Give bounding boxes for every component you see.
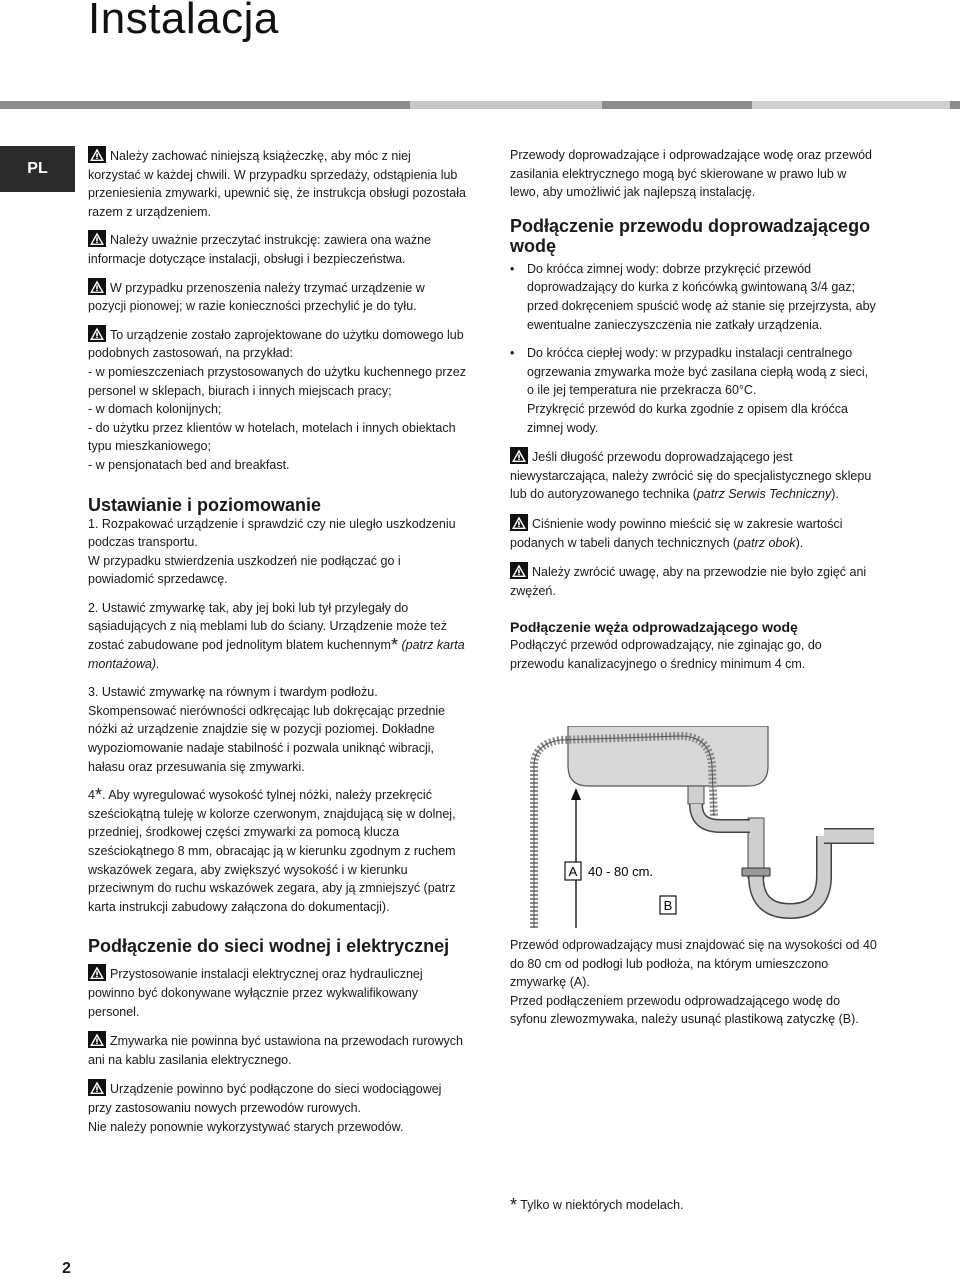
warning-icon (88, 325, 106, 342)
leveling-step-2: 2. Ustawić zmywarkę tak, aby jej boki lub tył przylegały do sąsiadujących z nią meblami lub do ściany. Urządzenie może też zostać zabudowane pod jednolitym blatem kuchennym* (patrz karta montażowa). (88, 600, 465, 671)
leveling-step-1b: W przypadku stwierdzenia uszkodzeń nie podłączać go i powiadomić sprzedawcę. (88, 553, 401, 587)
warning-icon (510, 562, 528, 579)
language-tab: PL (0, 146, 75, 192)
sink-outlet (688, 786, 704, 804)
warning-icon (88, 964, 106, 981)
height-range-label: 40 - 80 cm. (588, 864, 654, 879)
right-column (510, 146, 878, 673)
header-bar-segment (602, 101, 752, 109)
warning-transport: W przypadku przenoszenia należy trzymać urządzenie w pozycji pionowej; w razie konieczności przechylić je do tyłu. (88, 278, 466, 316)
warning-qualified-staff: Przystosowanie instalacji elektrycznej oraz hydraulicznej powinno być dokonywane wyłącznie przez wykwalifikowany personel. (88, 964, 466, 1021)
footnote-star: * (510, 1195, 518, 1215)
use-item: - w domach kolonijnych; (88, 402, 222, 417)
plastic-plug (742, 868, 770, 876)
footnote-star: * (390, 635, 398, 656)
heading-leveling: Ustawianie i poziomowanie (88, 494, 322, 515)
hose-routing-intro: Przewody doprowadzające i odprowadzające wodę oraz przewód zasilania elektrycznego mogą być skierowane w prawo lub w lewo, aby umożliwić jak najlepszą instalację. (510, 148, 873, 200)
label-a: A (568, 864, 578, 879)
page-title: Instalacja (88, 0, 279, 43)
use-item: - do użytku przez klientów w hotelach, motelach i innych obiektach typu mieszkaniowego; (88, 420, 456, 454)
footnote: * Tylko w niektórych modelach. (510, 1195, 684, 1215)
label-b: B (663, 898, 673, 913)
use-item: - w pomieszczeniach przystosowanych do użytku kuchennego przez personel w sklepach, biurach i innych miejscach pracy; (88, 364, 466, 398)
drain-notes (510, 936, 878, 1029)
leveling-step-3: 3. Ustawić zmywarkę na równym i twardym podłożu. Skompensować nierówności odkręcając lub dokręcając przednie nóżki aż urządzenie znajdzie się w pozycji poziomej. Dokładne wypoziomowanie nadaje stabilność i pozwala uniknąć wibracji, hałasu oraz przesuwania się zmywarki. (88, 685, 446, 774)
leveling-step-1a: 1. Rozpakować urządzenie i sprawdzić czy nie uległo uszkodzeniu podczas transportu. (88, 516, 456, 550)
page-number: 2 (62, 1260, 71, 1277)
warning-placement: Zmywarka nie powinna być ustawiona na przewodach rurowych ani na kablu zasilania elektrycznego. (88, 1031, 466, 1069)
header-bar-segment (950, 101, 960, 109)
warning-icon (510, 514, 528, 531)
warning-read-manual: Należy uważnie przeczytać instrukcję: zawiera ona ważne informacje dotyczące instalacji, obsługi i bezpieczeństwa. (88, 230, 466, 268)
heading-water-supply: Podłączenie przewodu doprowadzającego wodę (510, 215, 871, 256)
drain-height-note: Przewód odprowadzający musi znajdować się na wysokości od 40 do 80 cm od podłogi lub podłoża, na którym umieszczono zmywarkę (A). (510, 938, 877, 990)
left-column (88, 146, 466, 1136)
heading-drain-hose: Podłączenie węża odprowadzającego wodę (510, 619, 798, 636)
header-bar-segment (410, 101, 602, 109)
warning-water-pressure: Ciśnienie wody powinno mieścić się w zakresie wartości podanych w tabeli danych technicznych (patrz obok). (510, 514, 878, 552)
header-bar-segment (0, 101, 410, 109)
warning-household-use: To urządzenie zostało zaprojektowane do użytku domowego lub podobnych zastosowań, na przykład: (88, 325, 466, 363)
warning-icon (88, 230, 106, 247)
warning-hose-length: Jeśli długość przewodu doprowadzającego jest niewystarczająca, należy zwrócić się do specjalistycznego sklepu lub do autoryzowanego technika (patrz Serwis Techniczny). (510, 447, 878, 504)
old-hoses-note: Nie należy ponownie wykorzystywać starych przewodów. (88, 1119, 404, 1134)
warning-icon (88, 146, 106, 163)
header-bar (0, 101, 960, 109)
header-bar-segment (752, 101, 950, 109)
use-item: - w pensjonatach bed and breakfast. (88, 457, 290, 472)
footnote-star: * (94, 785, 102, 806)
warning-icon (510, 447, 528, 464)
drain-installation-diagram (510, 726, 874, 928)
heading-connection: Podłączenie do sieci wodnej i elektrycznej (88, 936, 450, 957)
supply-cold-water: • Do króćca zimnej wody: dobrze przykręcić przewód doprowadzający do kurka z końcówką gwintowaną 3/4 gaz; przed dokręceniem spuścić wodę aż stanie się przejrzysta, aby ewentualne zanieczyszczenia nie zatkały urządzenia. (510, 260, 878, 334)
warning-keep-manual: Należy zachować niniejszą książeczkę, aby móc z niej korzystać w każdej chwili. W przypadku sprzedaży, odstąpienia lub przeniesienia zmywarki, upewnić się, że instrukcja obsługi pozostała razem z urządzeniem. (88, 146, 466, 221)
supply-list (510, 260, 878, 437)
warning-icon (88, 1079, 106, 1096)
drain-plug-note: Przed podłączeniem przewodu odprowadzającego wodę do syfonu zlewozmywaka, należy usunąć plastikową zatyczkę (B). (510, 993, 859, 1027)
warning-no-kinks: Należy zwrócić uwagę, aby na przewodzie nie było zgięć ani zwężeń. (510, 562, 878, 600)
supply-hot-water: • Do króćca ciepłej wody: w przypadku instalacji centralnego ogrzewania zmywarka może być zasilana ciepłą wodą z sieci, o ile jej temperatura nie przekracza 60°C. Przykręcić przewód do kurka zgodnie z opisem dla króćca zimnej wody. (510, 344, 878, 437)
warning-icon (88, 1031, 106, 1048)
drain-hose-text: Podłączyć przewód odprowadzający, nie zginając go, do przewodu kanalizacyjnego o średnicy minimum 4 cm. (510, 638, 822, 671)
warning-icon (88, 278, 106, 295)
leveling-step-4: 4*. Aby wyregulować wysokość tylnej nóżki, należy przekręcić sześciokątną tuleję w kolorze czerwonym, znajdującą się w dolnej, przedniej, środkowej części zmywarki za pomocą klucza sześciokątnego 8 mm, obracając ją w kierunku zgodnym z ruchem wskazówek zegara, aby zwiększyć wysokość i w kierunku przeciwnym do ruchu wskazówek zegara, aby ją zmniejszyć (patrz karta instrukcji zabudowy załączona do dokumentacji). (88, 785, 456, 914)
warning-new-hoses: Urządzenie powinno być podłączone do sieci wodociągowej przy zastosowaniu nowych przewodów rurowych. (88, 1079, 466, 1117)
